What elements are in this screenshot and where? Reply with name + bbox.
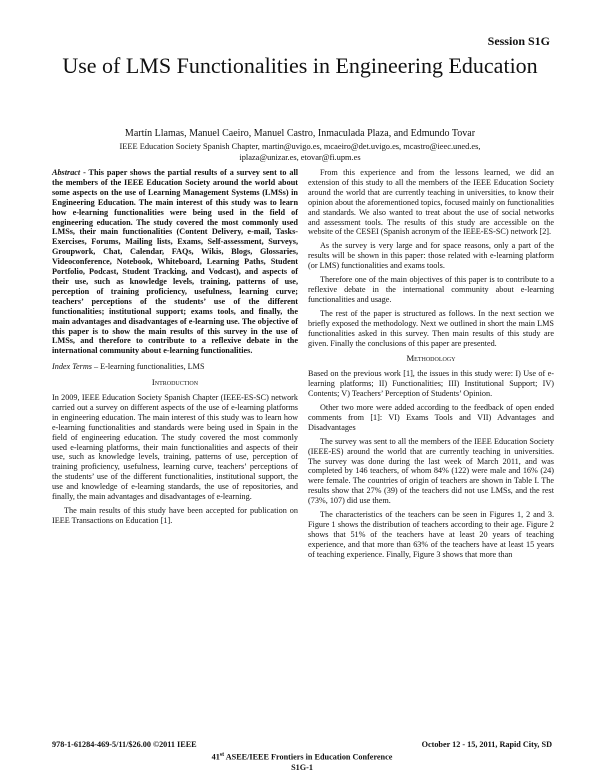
left-column xyxy=(52,168,298,530)
footer-line-1 xyxy=(52,740,552,749)
affiliation-line-1: IEEE Education Society Spanish Chapter, martin@uvigo.es, mcaeiro@det.uvigo.es, mcastro@ieec.uned.es, xyxy=(119,142,481,151)
footer-date-location: October 12 - 15, 2011, Rapid City, SD xyxy=(421,740,552,749)
paper-title: Use of LMS Functionalities in Engineering Education xyxy=(62,53,538,78)
introduction-heading: Introduction xyxy=(151,377,199,388)
right-paragraph-2: As the survey is very large and for space reasons, only a part of the results will be shown in this paper: those related with e-learning platform (or LMS) functionalities and exams tools. xyxy=(308,241,554,271)
footer-conference-name: ASEE/IEEE Frontiers in Education Conference xyxy=(224,752,393,762)
intro-paragraph-2: The main results of this study have been accepted for publication on IEEE Transactions on Education [1]. xyxy=(52,506,298,525)
affiliation-line-2: iplaza@unizar.es, etovar@fi.upm.es xyxy=(239,153,361,163)
index-terms xyxy=(52,362,298,372)
right-paragraph-1: From this experience and from the lessons learned, we did an extension of this study to all the members of the IEEE Education Society around the world that are currently teaching in universities, to know their opinion about the aforementioned topics, focused mainly on functionalities and standards. We also wanted to treat about the use of social networks and assessment tools. The results of this study are accessible on the website of the CESEI (Spanish acronym of the IEEE-ES-SC) network [2]. xyxy=(308,168,554,237)
index-terms-label: Index Terms xyxy=(52,362,92,372)
footer-conference-number: 41 xyxy=(211,752,220,762)
method-paragraph-1: Based on the previous work [1], the issues in this study were: I) Use of e-learning platforms; II) Functionalities; III) Institutional Support; IV) Contents; V) Teachers’ Perception of Students’ Opinion. xyxy=(308,369,554,399)
abstract xyxy=(52,168,298,356)
method-paragraph-4: The characteristics of the teachers can be seen in Figures 1, 2 and 3. Figure 1 shows the distribution of teachers according to their age. Figure 2 shows that 51% of the teachers have at least 20 years of teaching experience, and that more than 63% of the teachers have at least 15 years of teaching experience. Finally, Figure 3 shows that more than xyxy=(308,510,554,559)
method-paragraph-2: Other two more were added according to the feedback of open ended comments from [1]: VI) Exams Tools and VII) Advantages and Disadvantages xyxy=(308,403,554,432)
right-paragraph-3: Therefore one of the main objectives of this paper is to contribute to a reflexive debate in the international community about e-learning functionalities and usage. xyxy=(308,275,554,304)
session-label: Session S1G xyxy=(487,34,550,48)
footer-conference xyxy=(52,752,552,762)
authors: Martín Llamas, Manuel Caeiro, Manuel Castro, Inmaculada Plaza, and Edmundo Tovar xyxy=(124,128,476,139)
abstract-label: Abstract xyxy=(52,168,81,177)
methodology-heading: Methodology xyxy=(406,353,456,364)
right-column xyxy=(308,168,554,564)
footer-conference-ordinal: st xyxy=(219,752,225,758)
right-paragraph-4: The rest of the paper is structured as follows. In the next section we briefly exposed the methodology. Next we outlined in short the main LMS functionalities asked in this survey. Then main results of this study are given. Finally the conclusions of this paper are presented. xyxy=(308,308,554,348)
footer-isbn: 978-1-61284-469-5/11/$26.00 ©2011 IEEE xyxy=(52,740,197,749)
intro-paragraph-1: In 2009, IEEE Education Society Spanish Chapter (IEEE-ES-SC) network carried out a survey on different aspects of the use of e-learning platforms in engineering education. The main interest of this study was to learn how e-learning functionalities and standards were being used in Spain in the field of engineering education. The study covered the most commonly used e-learning platforms, their main functionalities and aspects of their use, such as knowledge levels, training, patterns of use, perception of training proficiency, usefulness, learning curve, teachers’ perceptions of the students’ use of the different functionalities, institutional support, the use and knowledge of e-learning standards, the use of repositories, and finally, the main advantages and disadvantages of e-learning. xyxy=(52,393,298,502)
affiliation xyxy=(40,141,560,164)
index-terms-text: – E-learning functionalities, LMS xyxy=(91,362,205,372)
abstract-text: - This paper shows the partial results of a survey sent to all the members of the IEEE Education Society around the world about some aspects on the use of Learning Management Systems (LMSs) in Engineering Education. The main interest of this study was to learn how e-learning functionalities were being used in the field of engineering education. The study covered the most commonly used LMSs, their main functionalities (Content Delivery, e-mail, Tasks-Exercises, Forums, Mailing lists, Exams, Self-assessment, Surveys, Groupwork, Chat, Calendar, FAQs, Wikis, Blogs, Glossaries, Videoconference, Notebook, Whiteboard, Learning Paths, Student Portfolio, Podcast, Student Tracking, and Vodcast), and aspects of their use, such as knowledge levels, training, patterns of use, perception of training proficiency, usefulness, learning curve; teachers’ perceptions of the students’ use of the different functionalities; institutional support; exams tools, and finally, the main advantages and disadvantages of e-learning use. The objective of this paper is to show the main results of this survey in the use of LMSs, and therefore to contribute to a reflexive debate in the international community about e-learning functionalities. xyxy=(52,168,298,356)
footer-page-number: S1G-1 xyxy=(291,763,313,772)
method-paragraph-3: The survey was sent to all the members of the IEEE Education Society (IEEE-ES) around the world that are currently teaching in universities. The survey was done during the last week of March 2011, and was completed by 146 teachers, of whom 84% (122) were male and 16% (24) were female. The countries of origin of teachers are shown in Table I. The results show that 27% (39) of the teachers did not use LMSs, and the rest (73%, 107) did use them. xyxy=(308,436,554,506)
